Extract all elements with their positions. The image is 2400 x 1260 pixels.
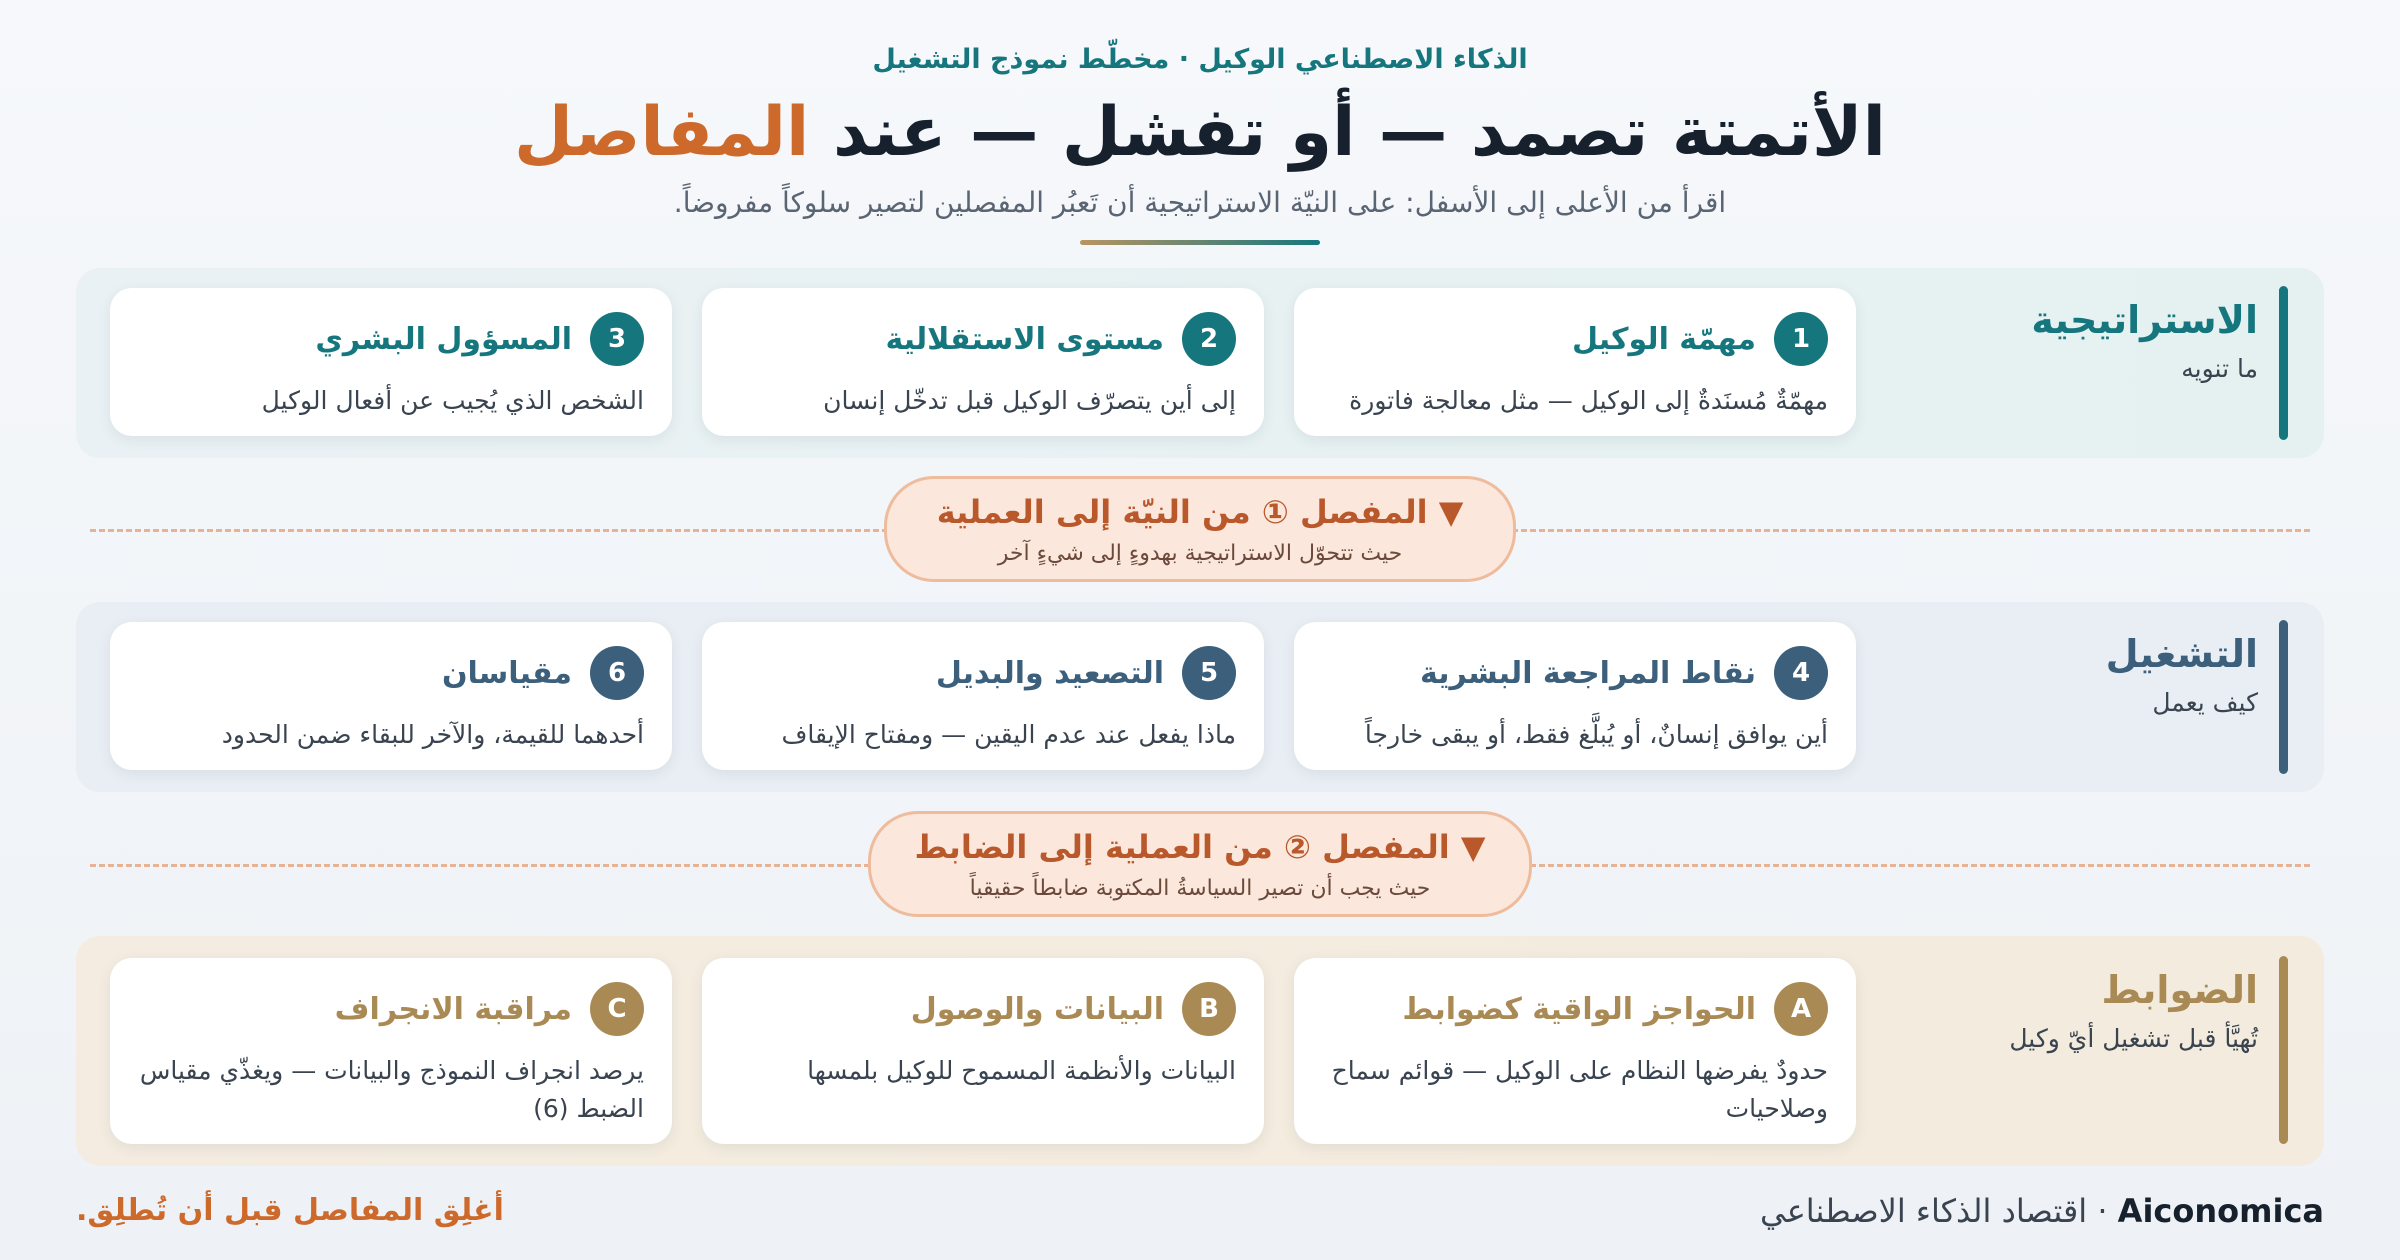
- layer-strategy: [76, 268, 2324, 458]
- card-title: مهمّة الوكيل: [1572, 321, 1756, 357]
- title-underline: [1080, 240, 1320, 245]
- seam-subtitle: حيث تتحوّل الاستراتيجية بهدوءٍ إلى شيءٍ آخر: [997, 541, 1403, 566]
- controls-label: [1998, 968, 2258, 1053]
- card-autonomy-level: [702, 288, 1264, 436]
- seam-1-pill: [884, 476, 1516, 582]
- brand-name: Aiconomica: [2117, 1192, 2324, 1230]
- badge-3: 3: [590, 312, 644, 366]
- layer-controls: [76, 936, 2324, 1166]
- layer-desc: ما تنويه: [2181, 354, 2258, 383]
- card-drift-monitoring: [110, 958, 672, 1144]
- seam-title: ▼ المفصل ① من النيّة إلى العملية: [936, 493, 1464, 531]
- page-subtitle: اقرأ من الأعلى إلى الأسفل: على النيّة الاستراتيجية أن تَعبُر المفصلين لتصير سلوكاً مفروضاً.: [673, 186, 1727, 219]
- seam-2-pill: [868, 811, 1532, 917]
- card-title: مقياسان: [441, 655, 572, 691]
- header-kicker: الذكاء الاصطناعي الوكيل · مخطّط نموذج التشغيل: [872, 44, 1528, 75]
- title-accent: المفاصل: [514, 93, 810, 172]
- layer-name: الاستراتيجية: [2031, 298, 2258, 342]
- card-desc: ماذا يفعل عند عدم اليقين — ومفتاح الإيقاف: [781, 720, 1236, 749]
- badge-a: A: [1774, 982, 1828, 1036]
- card-title: البيانات والوصول: [910, 991, 1164, 1027]
- card-title: التصعيد والبديل: [935, 655, 1164, 691]
- card-escalation-fallback: [702, 622, 1264, 770]
- badge-c: C: [590, 982, 644, 1036]
- badge-b: B: [1182, 982, 1236, 1036]
- card-title: المسؤول البشري: [315, 321, 572, 357]
- card-desc: إلى أين يتصرّف الوكيل قبل تدخّل إنسان: [823, 386, 1236, 415]
- card-title: الحواجز الواقية كضوابط: [1402, 991, 1756, 1027]
- title-main: الأتمتة تصمد — أو تفشل — عند: [833, 93, 1886, 172]
- layer-desc: كيف يعمل: [2152, 688, 2258, 717]
- card-desc: الشخص الذي يُجيب عن أفعال الوكيل: [261, 386, 644, 415]
- badge-5: 5: [1182, 646, 1236, 700]
- badge-1: 1: [1774, 312, 1828, 366]
- card-desc: يرصد انجراف النموذج والبيانات — ويغذّي مقياس الضبط (6): [139, 1056, 644, 1123]
- seam-title: ▼ المفصل ② من العملية إلى الضابط: [914, 828, 1486, 866]
- controls-accent-bar: [2279, 956, 2288, 1144]
- card-data-access: [702, 958, 1264, 1144]
- card-title: مستوى الاستقلالية: [885, 321, 1164, 357]
- brand-suffix: · اقتصاد الذكاء الاصطناعي: [1760, 1192, 2118, 1230]
- card-human-review-points: [1294, 622, 1856, 770]
- layer-name: الضوابط: [2101, 968, 2258, 1012]
- card-human-owner: [110, 288, 672, 436]
- strategy-accent-bar: [2279, 286, 2288, 440]
- card-guardrails: [1294, 958, 1856, 1144]
- card-title: مراقبة الانجراف: [334, 991, 572, 1027]
- ops-accent-bar: [2279, 620, 2288, 774]
- card-agent-task: [1294, 288, 1856, 436]
- card-two-metrics: [110, 622, 672, 770]
- badge-6: 6: [590, 646, 644, 700]
- card-desc: حدودٌ يفرضها النظام على الوكيل — قوائم سماح وصلاحيات: [1331, 1056, 1828, 1123]
- seam-subtitle: حيث يجب أن تصير السياسةُ المكتوبة ضابطاً حقيقياً: [969, 876, 1431, 901]
- card-desc: البيانات والأنظمة المسموح للوكيل بلمسها: [807, 1056, 1236, 1085]
- layer-name: التشغيل: [2105, 632, 2258, 676]
- ops-label: [1998, 632, 2258, 717]
- card-desc: أحدهما للقيمة، والآخر للبقاء ضمن الحدود: [221, 720, 644, 749]
- page-title: [0, 92, 2400, 174]
- layer-desc: تُهيَّأ قبل تشغيل أيّ وكيل: [2009, 1024, 2258, 1053]
- footer-cta: أغلِق المفاصل قبل أن تُطلِق.: [76, 1193, 504, 1228]
- layer-operations: [76, 602, 2324, 792]
- card-desc: أين يوافق إنسانٌ، أو يُبلَّغ فقط، أو يبقى خارجاً: [1364, 720, 1828, 749]
- card-desc: مهمّةٌ مُسنَدةٌ إلى الوكيل — مثل معالجة فاتورة: [1349, 386, 1828, 415]
- badge-4: 4: [1774, 646, 1828, 700]
- badge-2: 2: [1182, 312, 1236, 366]
- strategy-label: [1998, 298, 2258, 383]
- card-title: نقاط المراجعة البشرية: [1420, 655, 1756, 691]
- footer-brand: [1760, 1192, 2324, 1230]
